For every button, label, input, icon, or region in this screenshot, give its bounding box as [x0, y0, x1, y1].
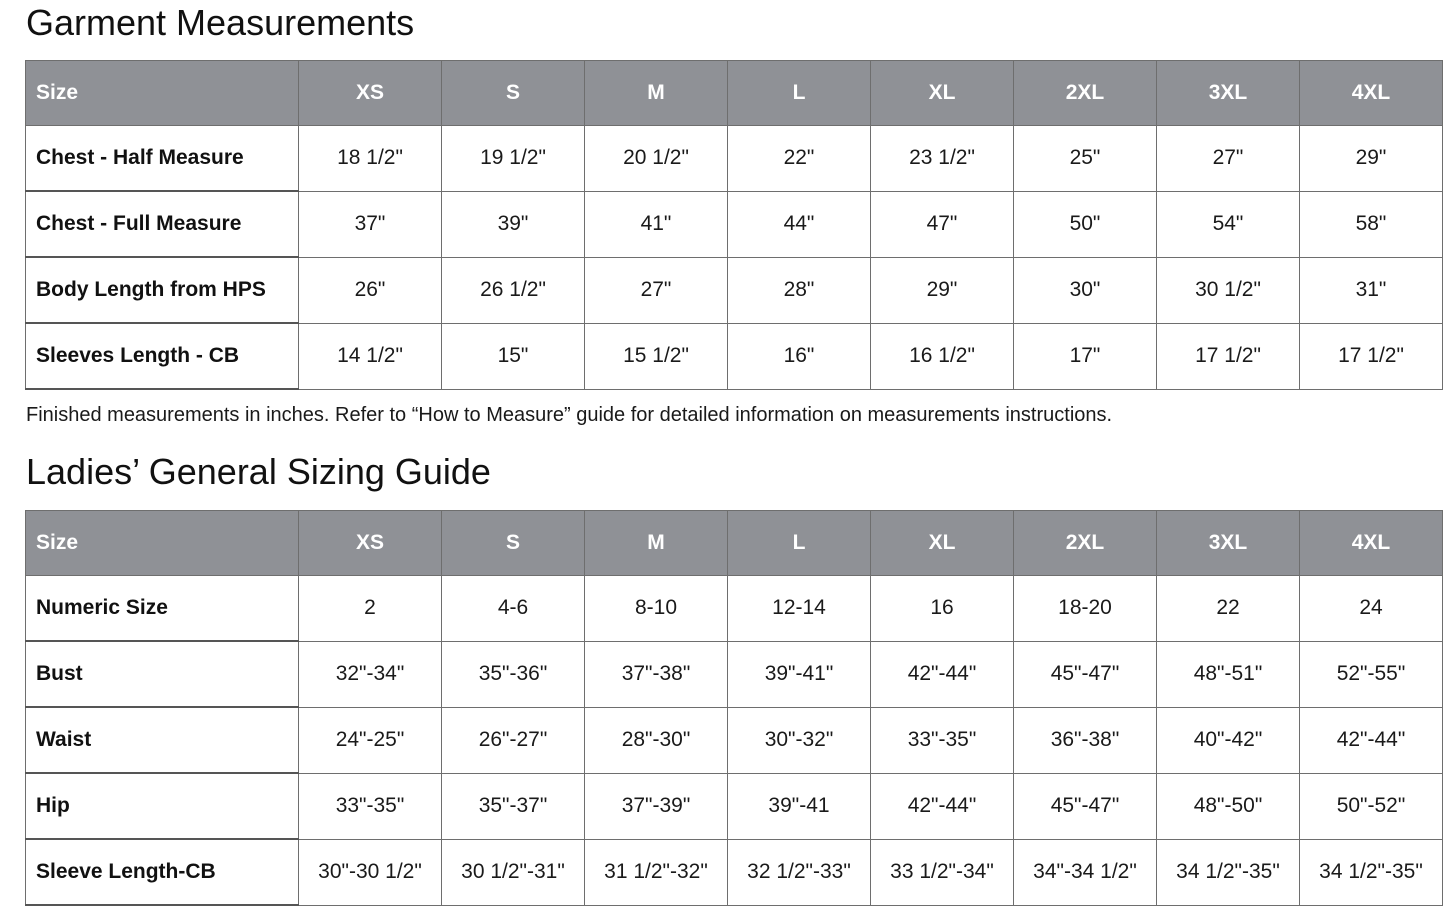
ladies-sizing-guide-title: Ladies’ General Sizing Guide [26, 451, 491, 492]
row-label: Waist [26, 707, 299, 773]
table-cell: 18-20 [1014, 576, 1157, 642]
table-cell: 48"-51" [1157, 641, 1300, 707]
header-cell: S [442, 511, 585, 576]
table-cell: 12-14 [728, 576, 871, 642]
table-cell: 26"-27" [442, 707, 585, 773]
garment-measurements-title: Garment Measurements [26, 2, 415, 43]
table-cell: 44" [728, 191, 871, 257]
table-cell: 42"-44" [871, 641, 1014, 707]
header-cell: L [728, 511, 871, 576]
table-cell: 29" [1300, 126, 1443, 192]
table-row [26, 126, 1443, 192]
row-label: Body Length from HPS [26, 257, 299, 323]
table-cell: 20 1/2" [585, 126, 728, 192]
table-cell: 14 1/2" [299, 323, 442, 389]
table-cell: 31 1/2"-32" [585, 839, 728, 905]
table-cell: 15 1/2" [585, 323, 728, 389]
table-cell: 34 1/2"-35" [1157, 839, 1300, 905]
table-cell: 45"-47" [1014, 773, 1157, 839]
table-row [26, 773, 1443, 839]
header-cell: 3XL [1157, 511, 1300, 576]
header-cell: M [585, 511, 728, 576]
table-cell: 17 1/2" [1157, 323, 1300, 389]
table-cell: 19 1/2" [442, 126, 585, 192]
garment-measurements-table [25, 60, 1443, 390]
table-cell: 42"-44" [1300, 707, 1443, 773]
table-cell: 41" [585, 191, 728, 257]
row-label: Hip [26, 773, 299, 839]
table-cell: 42"-44" [871, 773, 1014, 839]
table-cell: 4-6 [442, 576, 585, 642]
table-cell: 52"-55" [1300, 641, 1443, 707]
header-cell: Size [26, 511, 299, 576]
table-cell: 50" [1014, 191, 1157, 257]
table-cell: 39"-41 [728, 773, 871, 839]
table-cell: 24 [1300, 576, 1443, 642]
table-row [26, 641, 1443, 707]
table-cell: 32 1/2"-33" [728, 839, 871, 905]
table-cell: 33 1/2"-34" [871, 839, 1014, 905]
header-cell: 3XL [1157, 61, 1300, 126]
header-cell: S [442, 61, 585, 126]
table-row [26, 323, 1443, 389]
table-cell: 17 1/2" [1300, 323, 1443, 389]
table-header-row [26, 511, 1443, 576]
table-cell: 27" [1157, 126, 1300, 192]
table-cell: 22 [1157, 576, 1300, 642]
table-cell: 27" [585, 257, 728, 323]
table-cell: 28" [728, 257, 871, 323]
table-cell: 40"-42" [1157, 707, 1300, 773]
table-cell: 48"-50" [1157, 773, 1300, 839]
table-row [26, 839, 1443, 905]
table-cell: 37" [299, 191, 442, 257]
row-label: Sleeve Length-CB [26, 839, 299, 905]
header-cell: XS [299, 61, 442, 126]
table-cell: 45"-47" [1014, 641, 1157, 707]
table-cell: 23 1/2" [871, 126, 1014, 192]
table-cell: 35"-36" [442, 641, 585, 707]
row-label: Numeric Size [26, 576, 299, 642]
table-cell: 33"-35" [871, 707, 1014, 773]
row-label: Bust [26, 641, 299, 707]
table-cell: 18 1/2" [299, 126, 442, 192]
table-cell: 58" [1300, 191, 1443, 257]
header-cell: XL [871, 511, 1014, 576]
table-cell: 34 1/2"-35" [1300, 839, 1443, 905]
table-row [26, 257, 1443, 323]
row-label: Chest - Half Measure [26, 126, 299, 192]
table-cell: 39"-41" [728, 641, 871, 707]
table-cell: 26 1/2" [442, 257, 585, 323]
table-cell: 50"-52" [1300, 773, 1443, 839]
table-cell: 22" [728, 126, 871, 192]
table-cell: 30"-30 1/2" [299, 839, 442, 905]
table-cell: 30" [1014, 257, 1157, 323]
table-row [26, 191, 1443, 257]
table-cell: 28"-30" [585, 707, 728, 773]
table-cell: 30"-32" [728, 707, 871, 773]
table-cell: 35"-37" [442, 773, 585, 839]
table-cell: 15" [442, 323, 585, 389]
header-cell: M [585, 61, 728, 126]
table-cell: 16 1/2" [871, 323, 1014, 389]
table-header-row [26, 61, 1443, 126]
table-cell: 30 1/2" [1157, 257, 1300, 323]
table-cell: 25" [1014, 126, 1157, 192]
table-cell: 8-10 [585, 576, 728, 642]
table-cell: 16" [728, 323, 871, 389]
header-cell: Size [26, 61, 299, 126]
table-cell: 24"-25" [299, 707, 442, 773]
table-cell: 37"-39" [585, 773, 728, 839]
header-cell: 4XL [1300, 61, 1443, 126]
table-cell: 34"-34 1/2" [1014, 839, 1157, 905]
table-cell: 37"-38" [585, 641, 728, 707]
table-cell: 26" [299, 257, 442, 323]
header-cell: XL [871, 61, 1014, 126]
table-cell: 2 [299, 576, 442, 642]
table-cell: 36"-38" [1014, 707, 1157, 773]
header-cell: 2XL [1014, 511, 1157, 576]
table-cell: 47" [871, 191, 1014, 257]
table-row [26, 576, 1443, 642]
table-cell: 32"-34" [299, 641, 442, 707]
header-cell: L [728, 61, 871, 126]
table-cell: 31" [1300, 257, 1443, 323]
table-row [26, 707, 1443, 773]
measurements-note: Finished measurements in inches. Refer to “How to Measure” guide for detailed information on measurements instructions. [26, 404, 1113, 426]
row-label: Sleeves Length - CB [26, 323, 299, 389]
table-cell: 54" [1157, 191, 1300, 257]
table-cell: 16 [871, 576, 1014, 642]
table-cell: 33"-35" [299, 773, 442, 839]
row-label: Chest - Full Measure [26, 191, 299, 257]
header-cell: 2XL [1014, 61, 1157, 126]
header-cell: XS [299, 511, 442, 576]
header-cell: 4XL [1300, 511, 1443, 576]
ladies-sizing-table [25, 510, 1443, 906]
table-cell: 39" [442, 191, 585, 257]
table-cell: 29" [871, 257, 1014, 323]
table-cell: 30 1/2"-31" [442, 839, 585, 905]
table-cell: 17" [1014, 323, 1157, 389]
